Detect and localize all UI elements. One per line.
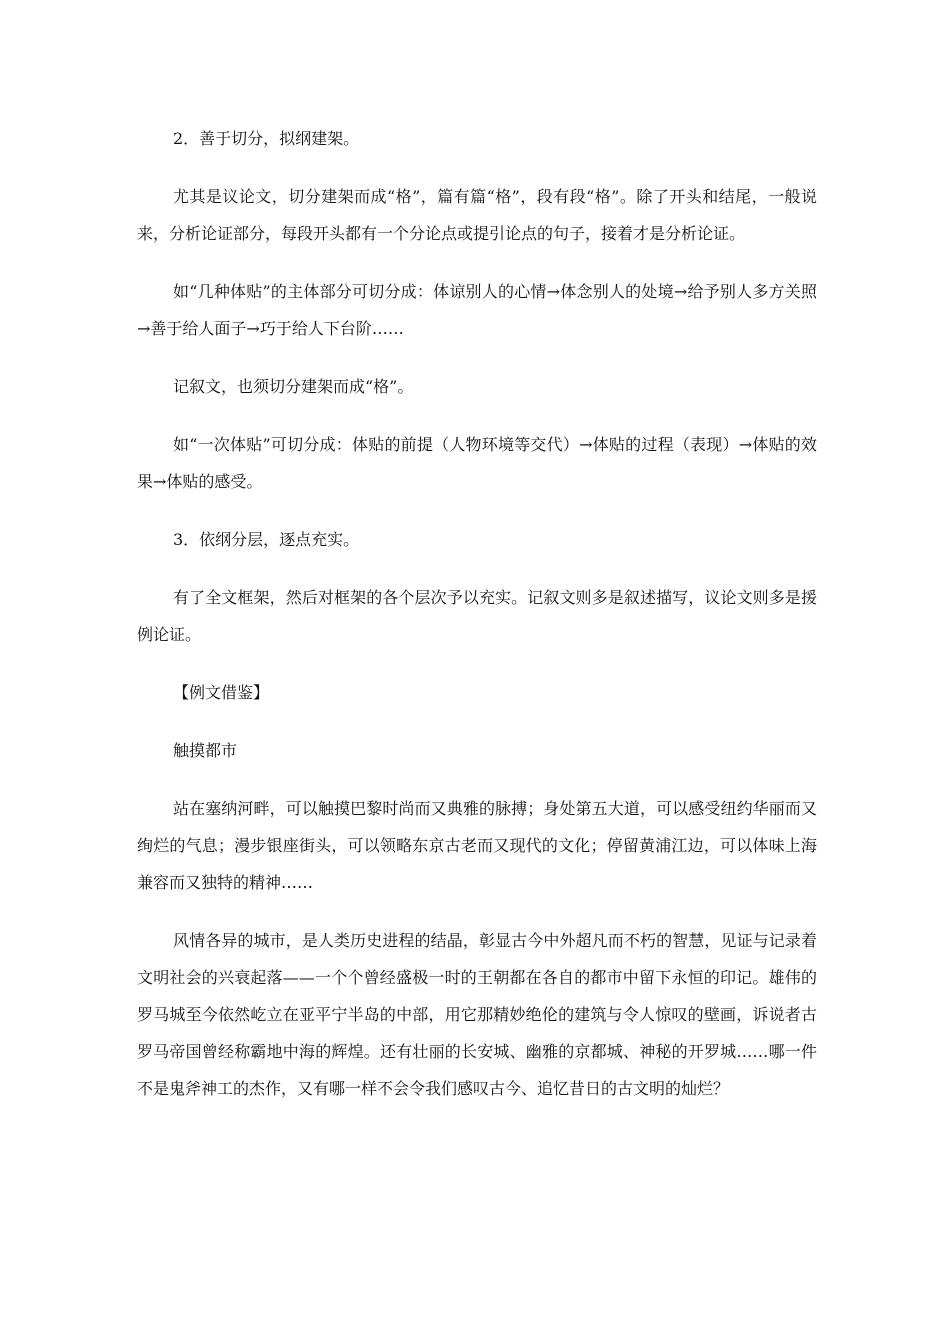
paragraph: 如“一次体贴”可切分成：体贴的前提（人物环境等交代）→体贴的过程（表现）→体贴的效果→体贴的感受。 bbox=[137, 435, 817, 491]
paragraph: 尤其是议论文，切分建架而成“格”，篇有篇“格”，段有段“格”。除了开头和结尾，一般说来，分析论证部分，每段开头都有一个分论点或提引论点的句子，接着才是分析论证。 bbox=[137, 187, 817, 243]
essay-paragraph: 站在塞纳河畔，可以触摸巴黎时尚而又典雅的脉搏；身处第五大道，可以感受纽约华丽而又绚烂的气息；漫步银座街头，可以领略东京古老而又现代的文化；停留黄浦江边，可以体味上海兼容而又独特的精神…… bbox=[137, 799, 817, 892]
heading-point-2: 2．善于切分，拟纲建架。 bbox=[173, 129, 360, 148]
essay-paragraph: 风情各异的城市，是人类历史进程的结晶，彰显古今中外超凡而不朽的智慧，见证与记录着文明社会的兴衰起落——一个个曾经盛极一时的王朝都在各自的都市中留下永恒的印记。雄伟的罗马城至今依然屹立在亚平宁半岛的中部，用它那精妙绝伦的建筑与令人惊叹的壁画，诉说者古罗马帝国曾经称霸地中海的辉煌。还有壮丽的长安城、幽雅的京都城、神秘的开罗城……哪一件不是鬼斧神工的杰作，又有哪一样不会令我们感叹古今、追忆昔日的古文明的灿烂？ bbox=[137, 931, 817, 1098]
paragraph: 如“几种体贴”的主体部分可切分成：体谅别人的心情→体念别人的处境→给予别人多方关照→善于给人面子→巧于给人下台阶…… bbox=[137, 282, 817, 338]
heading-point-3: 3．依纲分层，逐点充实。 bbox=[173, 530, 360, 549]
section-label: 【例文借鉴】 bbox=[173, 683, 270, 702]
essay-title: 触摸都市 bbox=[173, 741, 238, 760]
paragraph: 记叙文，也须切分建架而成“格”。 bbox=[173, 377, 414, 396]
paragraph: 有了全文框架，然后对框架的各个层次予以充实。记叙文则多是叙述描写，议论文则多是援例论证。 bbox=[137, 588, 817, 644]
document-body bbox=[137, 120, 817, 1128]
